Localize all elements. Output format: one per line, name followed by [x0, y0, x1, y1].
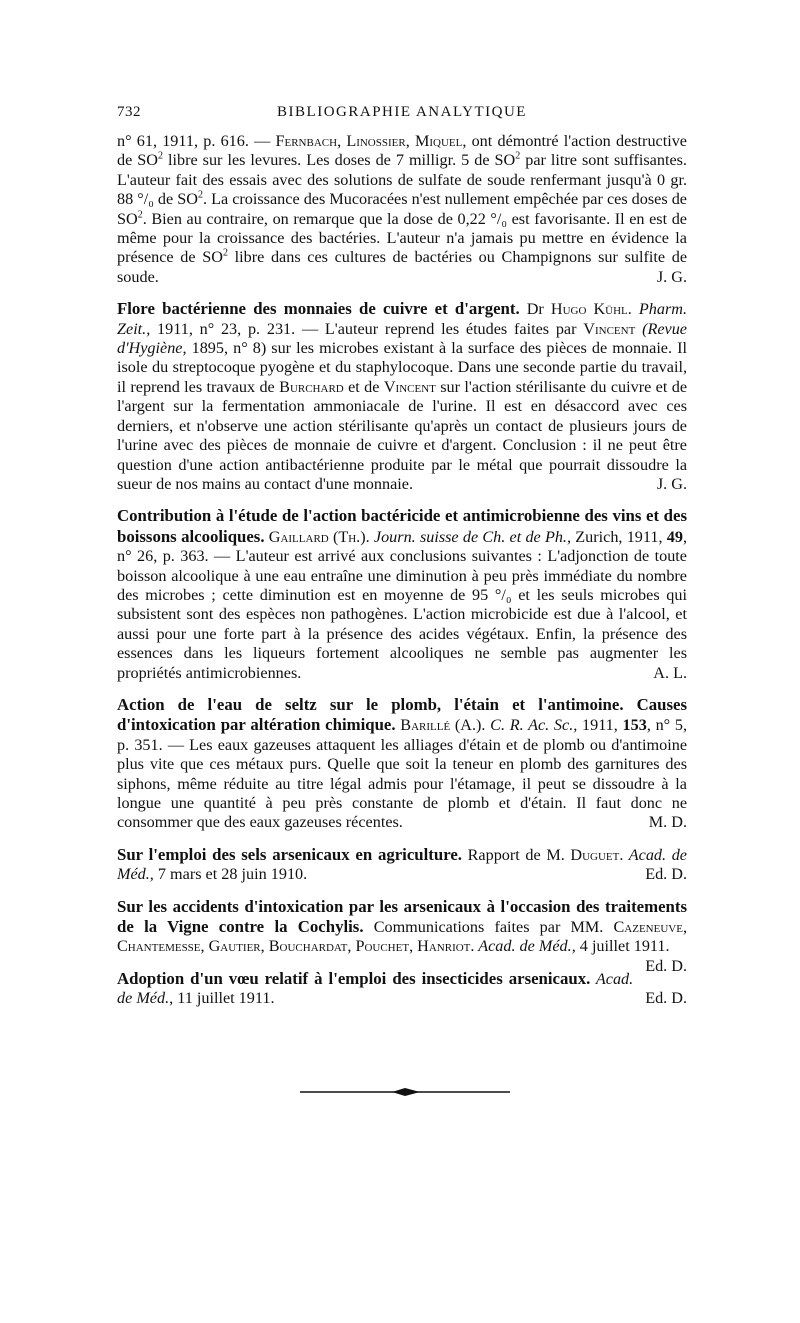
page-number: 732 [117, 104, 141, 120]
entry-authors: Gaillard (Th.). [264, 527, 370, 546]
entry-text: Dr [519, 300, 551, 319]
entry-accidents-intoxication [117, 896, 687, 975]
entry-authors: Barillé (A.). [395, 716, 486, 735]
entry-authors: Vincent [383, 377, 436, 396]
entry-journal: Pharm. Zeit., [117, 300, 687, 338]
entry-adoption-voeu [117, 969, 687, 1009]
entry-text: . Bien au contraire, on remarque que la dose de 0,22 °/₀ est favorisante. Il en est de même pour la croissance des bactéries. L'auteur n'a jamais pu mettre en évidence la présence de SO [117, 209, 687, 267]
superscript: 2 [157, 151, 163, 163]
entry-journal: Journ. suisse de Ch. et de Ph., [369, 527, 572, 546]
entry-signature: A. L. [653, 663, 687, 682]
entry-authors: Vincent [583, 319, 636, 338]
entry-authors: Cazeneuve, Chantemesse, Gautier, Bouchardat, Pouchet, Hanriot. [117, 918, 687, 956]
entry-authors: Duguet. [570, 845, 624, 864]
entry-signature: J. G. [656, 267, 687, 286]
superscript: 2 [222, 248, 228, 260]
entry-continuation [117, 132, 687, 287]
entry-title: Sur l'emploi des sels arsenicaux en agriculture. [117, 844, 462, 864]
running-title: BIBLIOGRAPHIE ANALYTIQUE [277, 104, 527, 120]
entry-text: . La croissance des Mucoracées n'est nullement empêchée par ces doses de SO [117, 190, 687, 228]
entry-eau-de-seltz [117, 695, 687, 833]
entry-text: Communications faites par MM. [363, 918, 614, 937]
entry-text: , n° 26, p. 363. — L'auteur est arrivé aux conclusions suivantes : L'adjonction de toute boisson alcoolique à une eau entraîne une diminution à peu près immédiate du nombre des microbes ; cette diminution est en moyenne de 95 °/₀ et les seuls microbes qui subsistent sont des espèces non pathogènes. L'action microbicide est due à l'alcool, et aussi pour une forte part à la présence des acides végétaux. Enfin, la présence des essences dans les liqueurs fortement alcooliques ne semble pas augmenter les propriétés antimicrobiennes. [117, 527, 687, 682]
entry-text: 7 mars et 28 juin 1910. [153, 865, 308, 884]
page-header [117, 104, 687, 126]
entry-volume: 153 [622, 716, 647, 735]
entry-text: n° 61, 1911, p. 616. — [117, 132, 276, 150]
entry-title: Contribution à l'étude de l'action bactéricide et antimicrobienne des vins et des boissons alcooliques. [117, 506, 687, 546]
entry-authors: Fernbach, Linossier, Miquel, [275, 132, 467, 150]
entry-text: Rapport de M. [462, 845, 571, 864]
superscript: 2 [137, 209, 143, 221]
entry-journal: Acad. de Méd., [117, 969, 634, 1008]
superscript: 2 [515, 151, 521, 163]
entry-authors: Hugo Kühl. [550, 300, 632, 319]
entry-text: et de [343, 377, 384, 396]
entry-action-bactericide [117, 506, 687, 683]
entry-signature: M. D. [648, 813, 687, 832]
entry-authors: Burchard [279, 377, 344, 396]
entry-text: sur l'action stérilisante du cuivre et de l'argent sur la fermentation ammoniacale de l'urine. Il est en désaccord avec ces derniers, et n'observe une action stérilisante qu'après un contact de plusieurs jours de l'urine avec des pièces de monnaie de cuivre et d'argent. Conclusion : il ne peut être question d'une action antibactérienne produite par le métal que pourrait dissoudre la sueur de nos mains au contact d'une monnaie. [117, 377, 688, 493]
entry-text: libre sur les levures. Les doses de 7 milligr. 5 de SO [162, 151, 516, 170]
entry-text: libre dans ces cultures de bactéries ou Champignons sur sulfite de soude. [117, 248, 688, 286]
entry-text: , n° 5, p. 351. — Les eaux gazeuses attaquent les alliages d'étain et de plomb ou d'antimoine plus vite que ces métaux purs. Quelle que soit la teneur en plomb des garnitures des siphons, même réduite au titre légal admis pour l'étamage, il peut se dissoudre à la longue une quantité à peu près constante de plomb et d'étain. Il faut donc ne consommer que des eaux gazeuses récentes. [117, 716, 688, 832]
entry-journal: C. R. Ac. Sc., [485, 716, 578, 735]
entry-signature: Ed. D. [645, 956, 687, 975]
superscript: 2 [197, 189, 203, 201]
entry-signature: Ed. D. [645, 865, 687, 884]
entry-title: Sur les accidents d'intoxication par les arsenicaux à l'occasion des traitements de la Vigne contre la Cochylis. [117, 896, 687, 937]
entry-text: 1911, n° 23, p. 231. — L'auteur reprend les études faites par [150, 319, 584, 338]
entry-signature: J. G. [656, 474, 687, 493]
entry-volume: 49 [666, 527, 683, 546]
entry-title: Adoption d'un vœu relatif à l'emploi des insecticides arsenicaux. [117, 968, 591, 988]
entry-title: Action de l'eau de seltz sur le plomb, l'étain et l'antimoine. Causes d'intoxication par altération chimique. [117, 694, 687, 735]
entry-text: 4 juillet 1911. [575, 937, 670, 956]
end-ornament-rule [300, 1085, 510, 1099]
entry-journal: Acad. de Méd., [117, 845, 687, 884]
bibliography-body [117, 132, 687, 1021]
entry-journal: Acad. de Méd., [474, 937, 576, 956]
entry-text: 11 juillet 1911. [173, 989, 275, 1008]
entry-signature: Ed. D. [645, 989, 687, 1008]
entry-title: Flore bactérienne des monnaies de cuivre et d'argent. [117, 299, 520, 319]
entry-sels-arsenicaux [117, 845, 687, 885]
entry-flore-bacterienne [117, 299, 687, 494]
entry-text: par litre sont suffisantes. L'auteur fait des essais avec des solutions de sulfate de soude renfermant jusqu'à 0 gr. 88 °/₀ de SO [117, 151, 687, 209]
entry-text: ont démontré l'action destructive de SO [117, 132, 687, 170]
entry-text: Zurich, 1911, [571, 527, 667, 546]
entry-text: 1911, [577, 716, 623, 735]
entry-text: 1895, n° 8) sur les microbes existant à la surface des pièces de monnaie. Il isole du streptocoque pyogène et du staphylocoque. Dans une seconde partie du travail, il reprend les travaux de [117, 339, 687, 396]
entry-journal: (Revue d'Hygiène, [117, 319, 687, 358]
